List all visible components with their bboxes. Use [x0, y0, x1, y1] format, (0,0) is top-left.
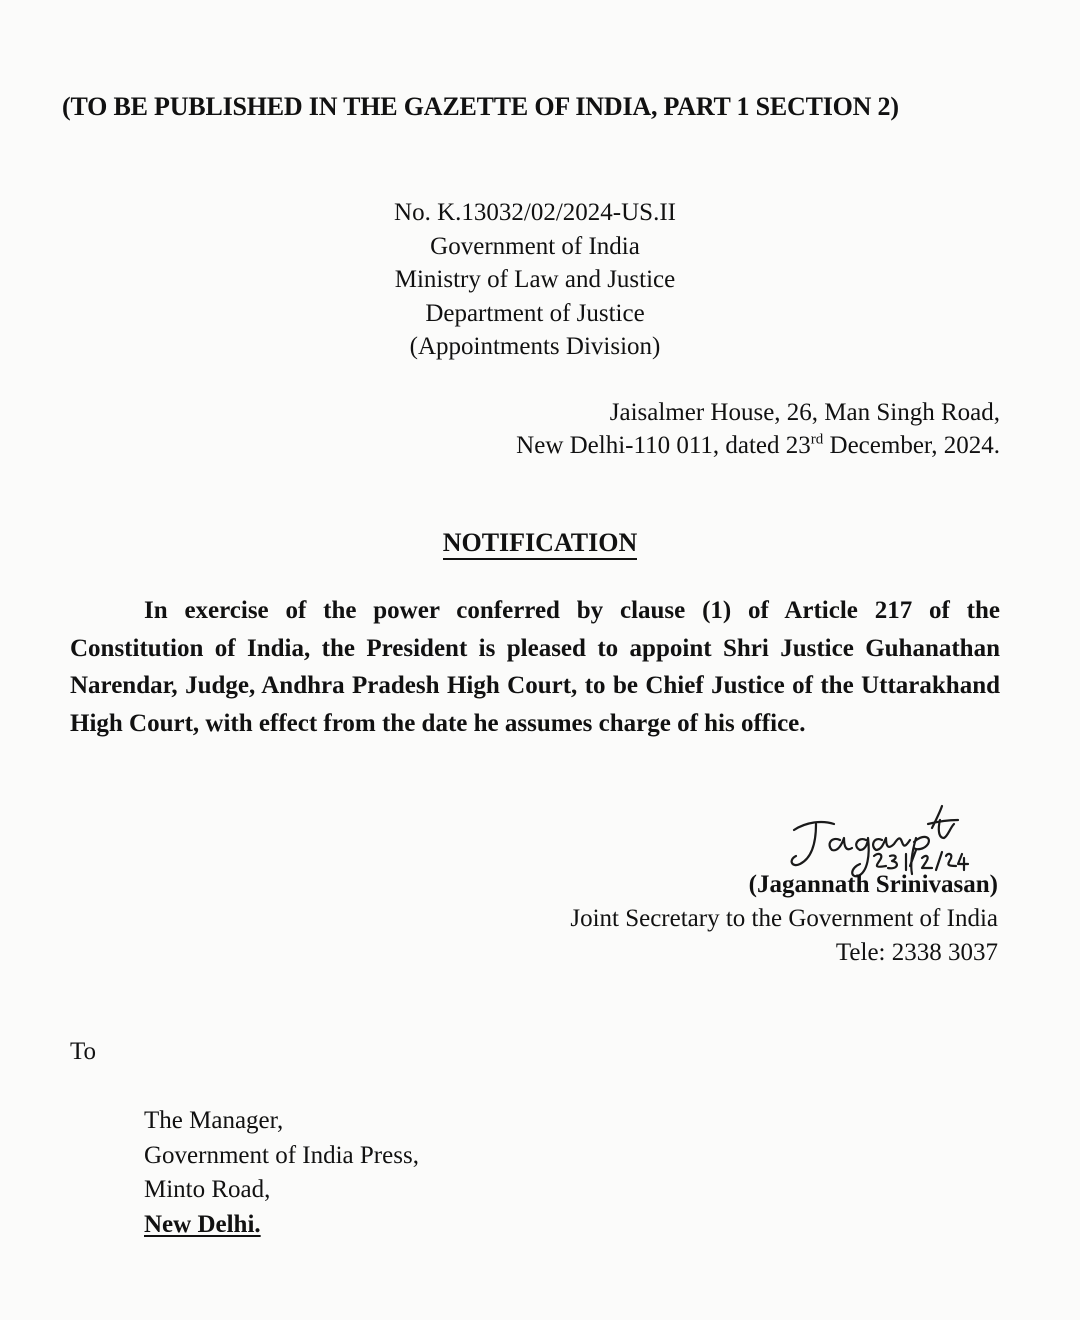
signatory-name: (Jagannath Srinivasan)	[748, 871, 998, 898]
department-name: Department of Justice	[425, 299, 645, 327]
signatory-block	[570, 868, 998, 970]
recipient-line-3: Minto Road,	[144, 1176, 271, 1203]
signatory-designation: Joint Secretary to the Government of India	[570, 905, 998, 932]
ministry-name: Ministry of Law and Justice	[394, 266, 676, 293]
government-name: Government of India	[430, 232, 640, 260]
recipient-city: New Delhi.	[144, 1210, 261, 1238]
address-line-2	[516, 429, 1000, 462]
recipient-line-1: The Manager,	[144, 1107, 284, 1134]
address-block	[516, 396, 1000, 462]
date-ordinal-suffix: rd	[810, 431, 824, 448]
address-date-prefix: New Delhi-110 011, dated 23	[516, 432, 811, 459]
notification-title	[0, 528, 1080, 558]
address-line-1: Jaisalmer House, 26, Man Singh Road,	[609, 399, 1000, 426]
gazette-publication-line: (TO BE PUBLISHED IN THE GAZETTE OF INDIA, PART 1 SECTION 2)	[62, 92, 899, 121]
notification-body: In exercise of the power conferred by clause (1) of Article 217 of the Constitution of India, the President is pleased to appoint Shri Justice Guhanathan Narendar, Judge, Andhra Pradesh High Court, to be Chief Justice of the Uttarakhand High Court, with effect from the date he assumes charge of his office.	[70, 597, 1000, 737]
issuer-block	[300, 196, 770, 364]
signatory-telephone: Tele: 2338 3037	[835, 939, 998, 966]
recipient-block	[144, 1104, 419, 1242]
to-label: To	[70, 1038, 97, 1065]
address-date-suffix: December, 2024.	[823, 432, 1000, 459]
division-name: (Appointments Division)	[409, 333, 661, 360]
recipient-line-2: Government of India Press,	[144, 1141, 419, 1169]
file-number: No. K.13032/02/2024-US.II	[394, 199, 676, 226]
notification-title-text: NOTIFICATION	[443, 528, 638, 560]
